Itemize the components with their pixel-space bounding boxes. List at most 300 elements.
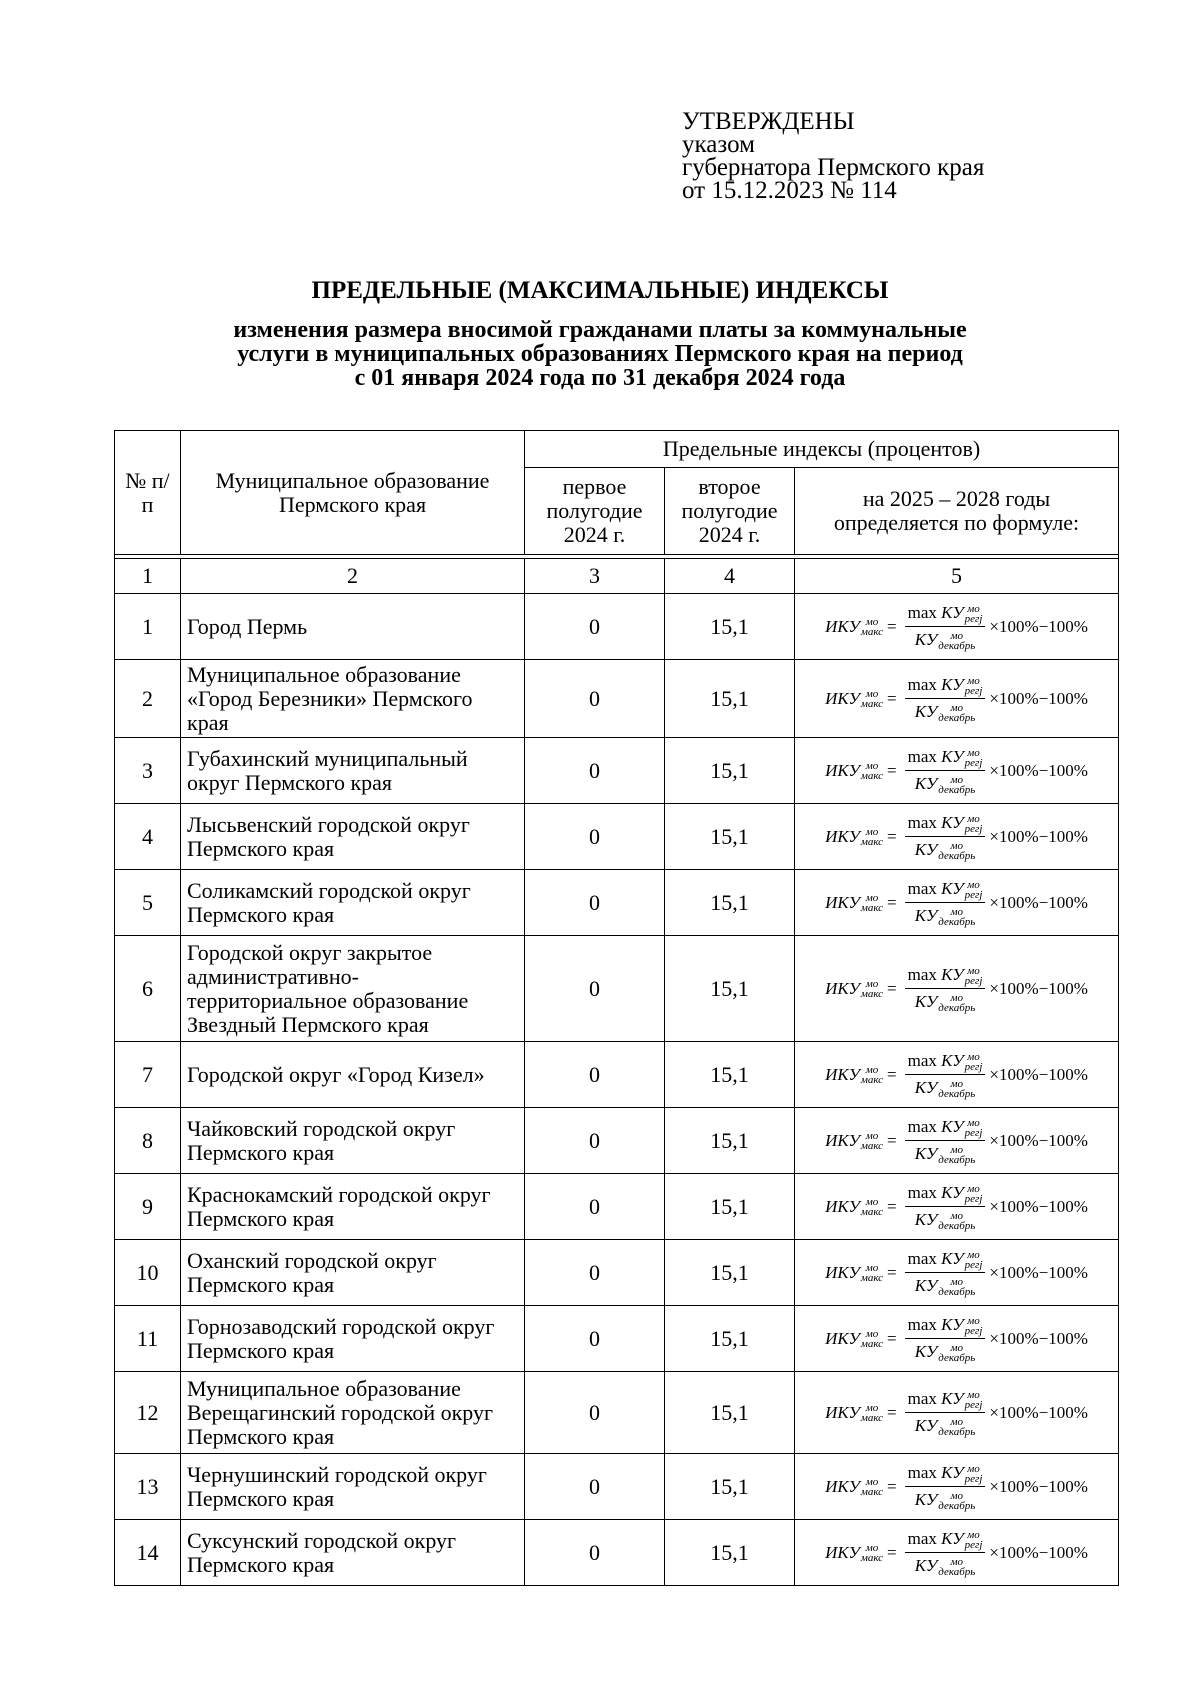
formula-num-sub: регj xyxy=(964,1473,983,1486)
formula-lhs-sub: макс xyxy=(860,1271,884,1284)
formula-num-sup: мо xyxy=(967,1315,980,1328)
table-row xyxy=(115,738,1119,804)
first-half-value: 0 xyxy=(525,1372,665,1454)
row-number: 6 xyxy=(115,936,181,1042)
index-formula xyxy=(801,601,1112,652)
formula-den-sub: декабрь xyxy=(938,1088,976,1101)
second-half-value: 15,1 xyxy=(665,594,795,660)
formula-eq: = xyxy=(887,760,897,780)
formula-den-sup: мо xyxy=(950,1556,964,1569)
municipality-name: Муниципальное образование Верещагинский городской округ Пермского края xyxy=(181,1372,525,1454)
formula-num-var: КУ xyxy=(941,813,964,832)
formula-lhs: ИКУ xyxy=(825,826,860,846)
municipality-name: Муниципальное образование «Город Березники» Пермского края xyxy=(181,660,525,738)
subtitle-line-1: изменения размера вносимой гражданами платы за коммунальные xyxy=(233,317,967,343)
formula-max: max xyxy=(907,747,937,766)
formula-fraction xyxy=(905,1181,986,1232)
formula-max: max xyxy=(907,1315,937,1334)
formula-den-sub: декабрь xyxy=(938,1002,976,1015)
second-half-value: 15,1 xyxy=(665,1240,795,1306)
row-number: 11 xyxy=(115,1306,181,1372)
first-half-value: 0 xyxy=(525,1240,665,1306)
municipality-name: Горнозаводский городской округ Пермского края xyxy=(181,1306,525,1372)
formula-den-var: КУ xyxy=(914,992,938,1011)
index-formula xyxy=(801,1313,1112,1364)
municipality-name: Чернушинский городской округ Пермского края xyxy=(181,1454,525,1520)
formula-lhs-sub: макс xyxy=(860,987,884,1000)
first-half-value: 0 xyxy=(525,1174,665,1240)
formula-den-sub: декабрь xyxy=(938,1154,976,1167)
formula-lhs-sup: мо xyxy=(865,687,879,700)
formula-fraction xyxy=(905,1247,986,1298)
header-municipality: Муниципальное образование Пермского края xyxy=(181,431,525,555)
column-numbers-row xyxy=(115,559,1119,594)
row-number: 5 xyxy=(115,870,181,936)
formula-num-sup: мо xyxy=(967,1249,980,1262)
formula-lhs-sup: мо xyxy=(865,759,879,772)
formula-num-sub: регj xyxy=(964,685,983,698)
table-row xyxy=(115,1108,1119,1174)
approval-line-4: от 15.12.2023 № 114 xyxy=(682,177,897,204)
formula-num-sub: регj xyxy=(964,1325,983,1338)
formula-lhs-sub: макс xyxy=(860,1337,884,1350)
index-formula xyxy=(801,811,1112,862)
formula-den-sub: декабрь xyxy=(938,1352,976,1365)
formula-lhs-sub: макс xyxy=(860,1551,884,1564)
formula-cell xyxy=(795,1520,1119,1586)
first-half-value: 0 xyxy=(525,1520,665,1586)
formula-den-sub: декабрь xyxy=(938,1220,976,1233)
formula-num-var: КУ xyxy=(941,879,964,898)
formula-fraction xyxy=(905,1313,986,1364)
formula-den-var: КУ xyxy=(914,1556,938,1575)
indices-table xyxy=(114,430,1119,1586)
formula-den-var: КУ xyxy=(914,1490,938,1509)
row-number: 9 xyxy=(115,1174,181,1240)
table-row xyxy=(115,804,1119,870)
formula-fraction xyxy=(905,1527,986,1578)
index-formula xyxy=(801,877,1112,928)
second-half-value: 15,1 xyxy=(665,936,795,1042)
formula-lhs-sub: макс xyxy=(860,1073,884,1086)
formula-num-var: КУ xyxy=(941,1249,964,1268)
formula-num-var: КУ xyxy=(941,603,964,622)
formula-max: max xyxy=(907,879,937,898)
formula-den-sub: декабрь xyxy=(938,1500,976,1513)
formula-num-sup: мо xyxy=(967,1529,980,1542)
formula-num-sub: регj xyxy=(964,1193,983,1206)
row-number: 7 xyxy=(115,1042,181,1108)
column-number: 4 xyxy=(665,559,795,594)
formula-lhs-sup: мо xyxy=(865,1063,879,1076)
formula-eq: = xyxy=(887,1262,897,1282)
formula-fraction xyxy=(905,1115,986,1166)
document-title: ПРЕДЕЛЬНЫЕ (МАКСИМАЛЬНЫЕ) ИНДЕКСЫ xyxy=(311,277,889,304)
first-half-value: 0 xyxy=(525,1108,665,1174)
formula-tail: ×100%−100% xyxy=(989,616,1088,636)
formula-lhs-sup: мо xyxy=(865,891,879,904)
row-number: 10 xyxy=(115,1240,181,1306)
municipality-name: Чайковский городской округ Пермского края xyxy=(181,1108,525,1174)
formula-num-sup: мо xyxy=(967,1051,980,1064)
formula-lhs-sub: макс xyxy=(860,1411,884,1424)
column-number: 5 xyxy=(795,559,1119,594)
formula-cell xyxy=(795,1174,1119,1240)
second-half-value: 15,1 xyxy=(665,870,795,936)
formula-eq: = xyxy=(887,1402,897,1422)
formula-lhs: ИКУ xyxy=(825,616,860,636)
approval-stamp xyxy=(682,110,984,202)
formula-max: max xyxy=(907,965,937,984)
formula-eq: = xyxy=(887,1130,897,1150)
formula-tail: ×100%−100% xyxy=(989,1402,1088,1422)
formula-num-var: КУ xyxy=(941,1117,964,1136)
formula-fraction xyxy=(905,1387,986,1438)
column-number: 1 xyxy=(115,559,181,594)
formula-num-sub: регj xyxy=(964,757,983,770)
formula-lhs: ИКУ xyxy=(825,1328,860,1348)
formula-eq: = xyxy=(887,616,897,636)
table-row xyxy=(115,1372,1119,1454)
formula-den-sup: мо xyxy=(950,840,964,853)
row-number: 14 xyxy=(115,1520,181,1586)
formula-tail: ×100%−100% xyxy=(989,1196,1088,1216)
formula-num-var: КУ xyxy=(941,1051,964,1070)
formula-max: max xyxy=(907,675,937,694)
table-row xyxy=(115,870,1119,936)
second-half-value: 15,1 xyxy=(665,738,795,804)
municipality-name: Оханский городской округ Пермского края xyxy=(181,1240,525,1306)
formula-den-var: КУ xyxy=(914,1210,938,1229)
formula-lhs: ИКУ xyxy=(825,978,860,998)
row-number: 3 xyxy=(115,738,181,804)
formula-eq: = xyxy=(887,1064,897,1084)
formula-lhs-sub: макс xyxy=(860,1139,884,1152)
formula-max: max xyxy=(907,1463,937,1482)
index-formula xyxy=(801,1461,1112,1512)
formula-cell xyxy=(795,594,1119,660)
formula-num-sup: мо xyxy=(967,747,980,760)
formula-cell xyxy=(795,1042,1119,1108)
formula-cell xyxy=(795,738,1119,804)
second-half-value: 15,1 xyxy=(665,1306,795,1372)
second-half-value: 15,1 xyxy=(665,1174,795,1240)
formula-lhs-sup: мо xyxy=(865,1475,879,1488)
formula-num-var: КУ xyxy=(941,1315,964,1334)
second-half-value: 15,1 xyxy=(665,804,795,870)
formula-den-sup: мо xyxy=(950,1416,964,1429)
formula-tail: ×100%−100% xyxy=(989,892,1088,912)
formula-tail: ×100%−100% xyxy=(989,1064,1088,1084)
formula-cell xyxy=(795,1240,1119,1306)
formula-num-sub: регj xyxy=(964,1399,983,1412)
formula-tail: ×100%−100% xyxy=(989,826,1088,846)
formula-den-var: КУ xyxy=(914,630,938,649)
formula-lhs-sup: мо xyxy=(865,977,879,990)
formula-num-var: КУ xyxy=(941,1463,964,1482)
header-second-half: второе полугодие 2024 г. xyxy=(665,468,795,555)
formula-den-sup: мо xyxy=(950,1144,964,1157)
first-half-value: 0 xyxy=(525,1306,665,1372)
formula-tail: ×100%−100% xyxy=(989,760,1088,780)
formula-tail: ×100%−100% xyxy=(989,1262,1088,1282)
table-row xyxy=(115,1520,1119,1586)
formula-den-sub: декабрь xyxy=(938,640,976,653)
formula-num-sup: мо xyxy=(967,675,980,688)
second-half-value: 15,1 xyxy=(665,660,795,738)
formula-lhs-sup: мо xyxy=(865,1401,879,1414)
formula-den-sup: мо xyxy=(950,630,964,643)
formula-lhs: ИКУ xyxy=(825,760,860,780)
formula-den-sup: мо xyxy=(950,1210,964,1223)
formula-num-sup: мо xyxy=(967,1463,980,1476)
formula-den-sup: мо xyxy=(950,1490,964,1503)
formula-cell xyxy=(795,660,1119,738)
formula-eq: = xyxy=(887,688,897,708)
table-row xyxy=(115,1240,1119,1306)
formula-lhs-sup: мо xyxy=(865,615,879,628)
formula-eq: = xyxy=(887,826,897,846)
formula-den-sub: декабрь xyxy=(938,1286,976,1299)
formula-den-sub: декабрь xyxy=(938,1566,976,1579)
formula-num-sub: регj xyxy=(964,613,983,626)
formula-fraction xyxy=(905,745,986,796)
header-years: на 2025 – 2028 годы определяется по формуле: xyxy=(795,468,1119,555)
formula-tail: ×100%−100% xyxy=(989,1476,1088,1496)
formula-cell xyxy=(795,870,1119,936)
second-half-value: 15,1 xyxy=(665,1454,795,1520)
table-row xyxy=(115,660,1119,738)
formula-num-sup: мо xyxy=(967,1389,980,1402)
column-number: 3 xyxy=(525,559,665,594)
formula-den-sup: мо xyxy=(950,702,964,715)
formula-den-sub: декабрь xyxy=(938,916,976,929)
formula-tail: ×100%−100% xyxy=(989,1542,1088,1562)
second-half-value: 15,1 xyxy=(665,1042,795,1108)
formula-num-var: КУ xyxy=(941,1389,964,1408)
formula-lhs-sub: макс xyxy=(860,901,884,914)
index-formula xyxy=(801,673,1112,724)
municipality-name: Городской округ закрытое административно-территориальное образование Звездный Пермского края xyxy=(181,936,525,1042)
formula-cell xyxy=(795,1372,1119,1454)
index-formula xyxy=(801,1527,1112,1578)
formula-lhs-sup: мо xyxy=(865,1195,879,1208)
formula-num-var: КУ xyxy=(941,965,964,984)
header-first-half: первое полугодие 2024 г. xyxy=(525,468,665,555)
formula-max: max xyxy=(907,1389,937,1408)
formula-fraction xyxy=(905,877,986,928)
column-number: 2 xyxy=(181,559,525,594)
row-number: 1 xyxy=(115,594,181,660)
formula-num-sup: мо xyxy=(967,879,980,892)
formula-lhs-sup: мо xyxy=(865,1261,879,1274)
formula-den-sup: мо xyxy=(950,1342,964,1355)
formula-num-sub: регj xyxy=(964,1061,983,1074)
formula-lhs-sup: мо xyxy=(865,1327,879,1340)
approval-line-2: указом xyxy=(682,131,755,158)
municipality-name: Соликамский городской округ Пермского края xyxy=(181,870,525,936)
first-half-value: 0 xyxy=(525,936,665,1042)
formula-den-sup: мо xyxy=(950,774,964,787)
formula-den-sup: мо xyxy=(950,1078,964,1091)
second-half-value: 15,1 xyxy=(665,1520,795,1586)
second-half-value: 15,1 xyxy=(665,1372,795,1454)
first-half-value: 0 xyxy=(525,1454,665,1520)
index-formula xyxy=(801,1115,1112,1166)
formula-num-sub: регj xyxy=(964,1539,983,1552)
header-indices: Предельные индексы (процентов) xyxy=(525,431,1119,468)
formula-den-var: КУ xyxy=(914,840,938,859)
formula-den-sub: декабрь xyxy=(938,784,976,797)
formula-max: max xyxy=(907,603,937,622)
formula-num-sub: регj xyxy=(964,889,983,902)
formula-cell xyxy=(795,804,1119,870)
table-row xyxy=(115,594,1119,660)
formula-tail: ×100%−100% xyxy=(989,978,1088,998)
formula-lhs: ИКУ xyxy=(825,892,860,912)
formula-den-var: КУ xyxy=(914,1416,938,1435)
formula-fraction xyxy=(905,1049,986,1100)
formula-den-var: КУ xyxy=(914,1276,938,1295)
formula-lhs-sub: макс xyxy=(860,1205,884,1218)
formula-cell xyxy=(795,1108,1119,1174)
index-formula xyxy=(801,1181,1112,1232)
formula-num-var: КУ xyxy=(941,747,964,766)
formula-den-sup: мо xyxy=(950,992,964,1005)
municipality-name: Губахинский муниципальный округ Пермского края xyxy=(181,738,525,804)
first-half-value: 0 xyxy=(525,660,665,738)
document-subtitle xyxy=(150,318,1050,390)
formula-num-sup: мо xyxy=(967,603,980,616)
formula-num-sup: мо xyxy=(967,965,980,978)
index-formula xyxy=(801,1049,1112,1100)
formula-lhs-sub: макс xyxy=(860,697,884,710)
formula-den-var: КУ xyxy=(914,1342,938,1361)
first-half-value: 0 xyxy=(525,804,665,870)
formula-den-var: КУ xyxy=(914,1144,938,1163)
formula-max: max xyxy=(907,1249,937,1268)
table-row xyxy=(115,1454,1119,1520)
municipality-name: Город Пермь xyxy=(181,594,525,660)
formula-lhs-sub: макс xyxy=(860,625,884,638)
row-number: 8 xyxy=(115,1108,181,1174)
formula-eq: = xyxy=(887,1542,897,1562)
formula-eq: = xyxy=(887,1328,897,1348)
formula-max: max xyxy=(907,1051,937,1070)
municipality-name: Лысьвенский городской округ Пермского края xyxy=(181,804,525,870)
formula-max: max xyxy=(907,813,937,832)
header-num: № п/п xyxy=(115,431,181,555)
formula-max: max xyxy=(907,1117,937,1136)
row-number: 12 xyxy=(115,1372,181,1454)
formula-fraction xyxy=(905,601,986,652)
formula-num-sub: регj xyxy=(964,975,983,988)
formula-tail: ×100%−100% xyxy=(989,688,1088,708)
formula-num-sub: регj xyxy=(964,823,983,836)
formula-num-var: КУ xyxy=(941,1529,964,1548)
approval-line-1: УТВЕРЖДЕНЫ xyxy=(682,108,855,135)
subtitle-line-3: с 01 января 2024 года по 31 декабря 2024 года xyxy=(354,365,846,391)
formula-num-sup: мо xyxy=(967,1117,980,1130)
formula-fraction xyxy=(905,811,986,862)
municipality-name: Суксунский городской округ Пермского края xyxy=(181,1520,525,1586)
formula-den-var: КУ xyxy=(914,774,938,793)
formula-max: max xyxy=(907,1183,937,1202)
formula-lhs-sup: мо xyxy=(865,825,879,838)
formula-lhs: ИКУ xyxy=(825,1476,860,1496)
formula-num-sub: регj xyxy=(964,1259,983,1272)
table-row xyxy=(115,1174,1119,1240)
formula-lhs: ИКУ xyxy=(825,1196,860,1216)
formula-lhs: ИКУ xyxy=(825,1064,860,1084)
index-formula xyxy=(801,1387,1112,1438)
formula-num-sup: мо xyxy=(967,813,980,826)
formula-lhs: ИКУ xyxy=(825,1130,860,1150)
formula-num-var: КУ xyxy=(941,1183,964,1202)
municipality-name: Городской округ «Город Кизел» xyxy=(181,1042,525,1108)
formula-cell xyxy=(795,936,1119,1042)
formula-den-sup: мо xyxy=(950,906,964,919)
formula-lhs: ИКУ xyxy=(825,1402,860,1422)
formula-lhs-sub: макс xyxy=(860,1485,884,1498)
formula-eq: = xyxy=(887,892,897,912)
formula-den-sup: мо xyxy=(950,1276,964,1289)
row-number: 13 xyxy=(115,1454,181,1520)
formula-den-sub: декабрь xyxy=(938,712,976,725)
formula-fraction xyxy=(905,673,986,724)
table-row xyxy=(115,936,1119,1042)
formula-num-sup: мо xyxy=(967,1183,980,1196)
formula-max: max xyxy=(907,1529,937,1548)
formula-den-var: КУ xyxy=(914,1078,938,1097)
formula-lhs-sup: мо xyxy=(865,1129,879,1142)
index-formula xyxy=(801,745,1112,796)
formula-cell xyxy=(795,1454,1119,1520)
formula-den-var: КУ xyxy=(914,702,938,721)
second-half-value: 15,1 xyxy=(665,1108,795,1174)
formula-lhs: ИКУ xyxy=(825,688,860,708)
first-half-value: 0 xyxy=(525,738,665,804)
formula-eq: = xyxy=(887,1196,897,1216)
municipality-name: Краснокамский городской округ Пермского края xyxy=(181,1174,525,1240)
formula-num-var: КУ xyxy=(941,675,964,694)
formula-den-sub: декабрь xyxy=(938,850,976,863)
first-half-value: 0 xyxy=(525,594,665,660)
formula-den-sub: декабрь xyxy=(938,1426,976,1439)
subtitle-line-2: услуги в муниципальных образованиях Пермского края на период xyxy=(237,341,963,367)
index-formula xyxy=(801,963,1112,1014)
formula-lhs-sub: макс xyxy=(860,835,884,848)
formula-tail: ×100%−100% xyxy=(989,1130,1088,1150)
row-number: 2 xyxy=(115,660,181,738)
first-half-value: 0 xyxy=(525,870,665,936)
formula-lhs: ИКУ xyxy=(825,1542,860,1562)
table-row xyxy=(115,1306,1119,1372)
index-formula xyxy=(801,1247,1112,1298)
approval-line-3: губернатора Пермского края xyxy=(682,154,985,181)
formula-lhs: ИКУ xyxy=(825,1262,860,1282)
formula-fraction xyxy=(905,1461,986,1512)
formula-den-var: КУ xyxy=(914,906,938,925)
formula-lhs-sub: макс xyxy=(860,769,884,782)
row-number: 4 xyxy=(115,804,181,870)
formula-eq: = xyxy=(887,1476,897,1496)
table-row xyxy=(115,1042,1119,1108)
formula-num-sub: регj xyxy=(964,1127,983,1140)
first-half-value: 0 xyxy=(525,1042,665,1108)
formula-fraction xyxy=(905,963,986,1014)
formula-tail: ×100%−100% xyxy=(989,1328,1088,1348)
